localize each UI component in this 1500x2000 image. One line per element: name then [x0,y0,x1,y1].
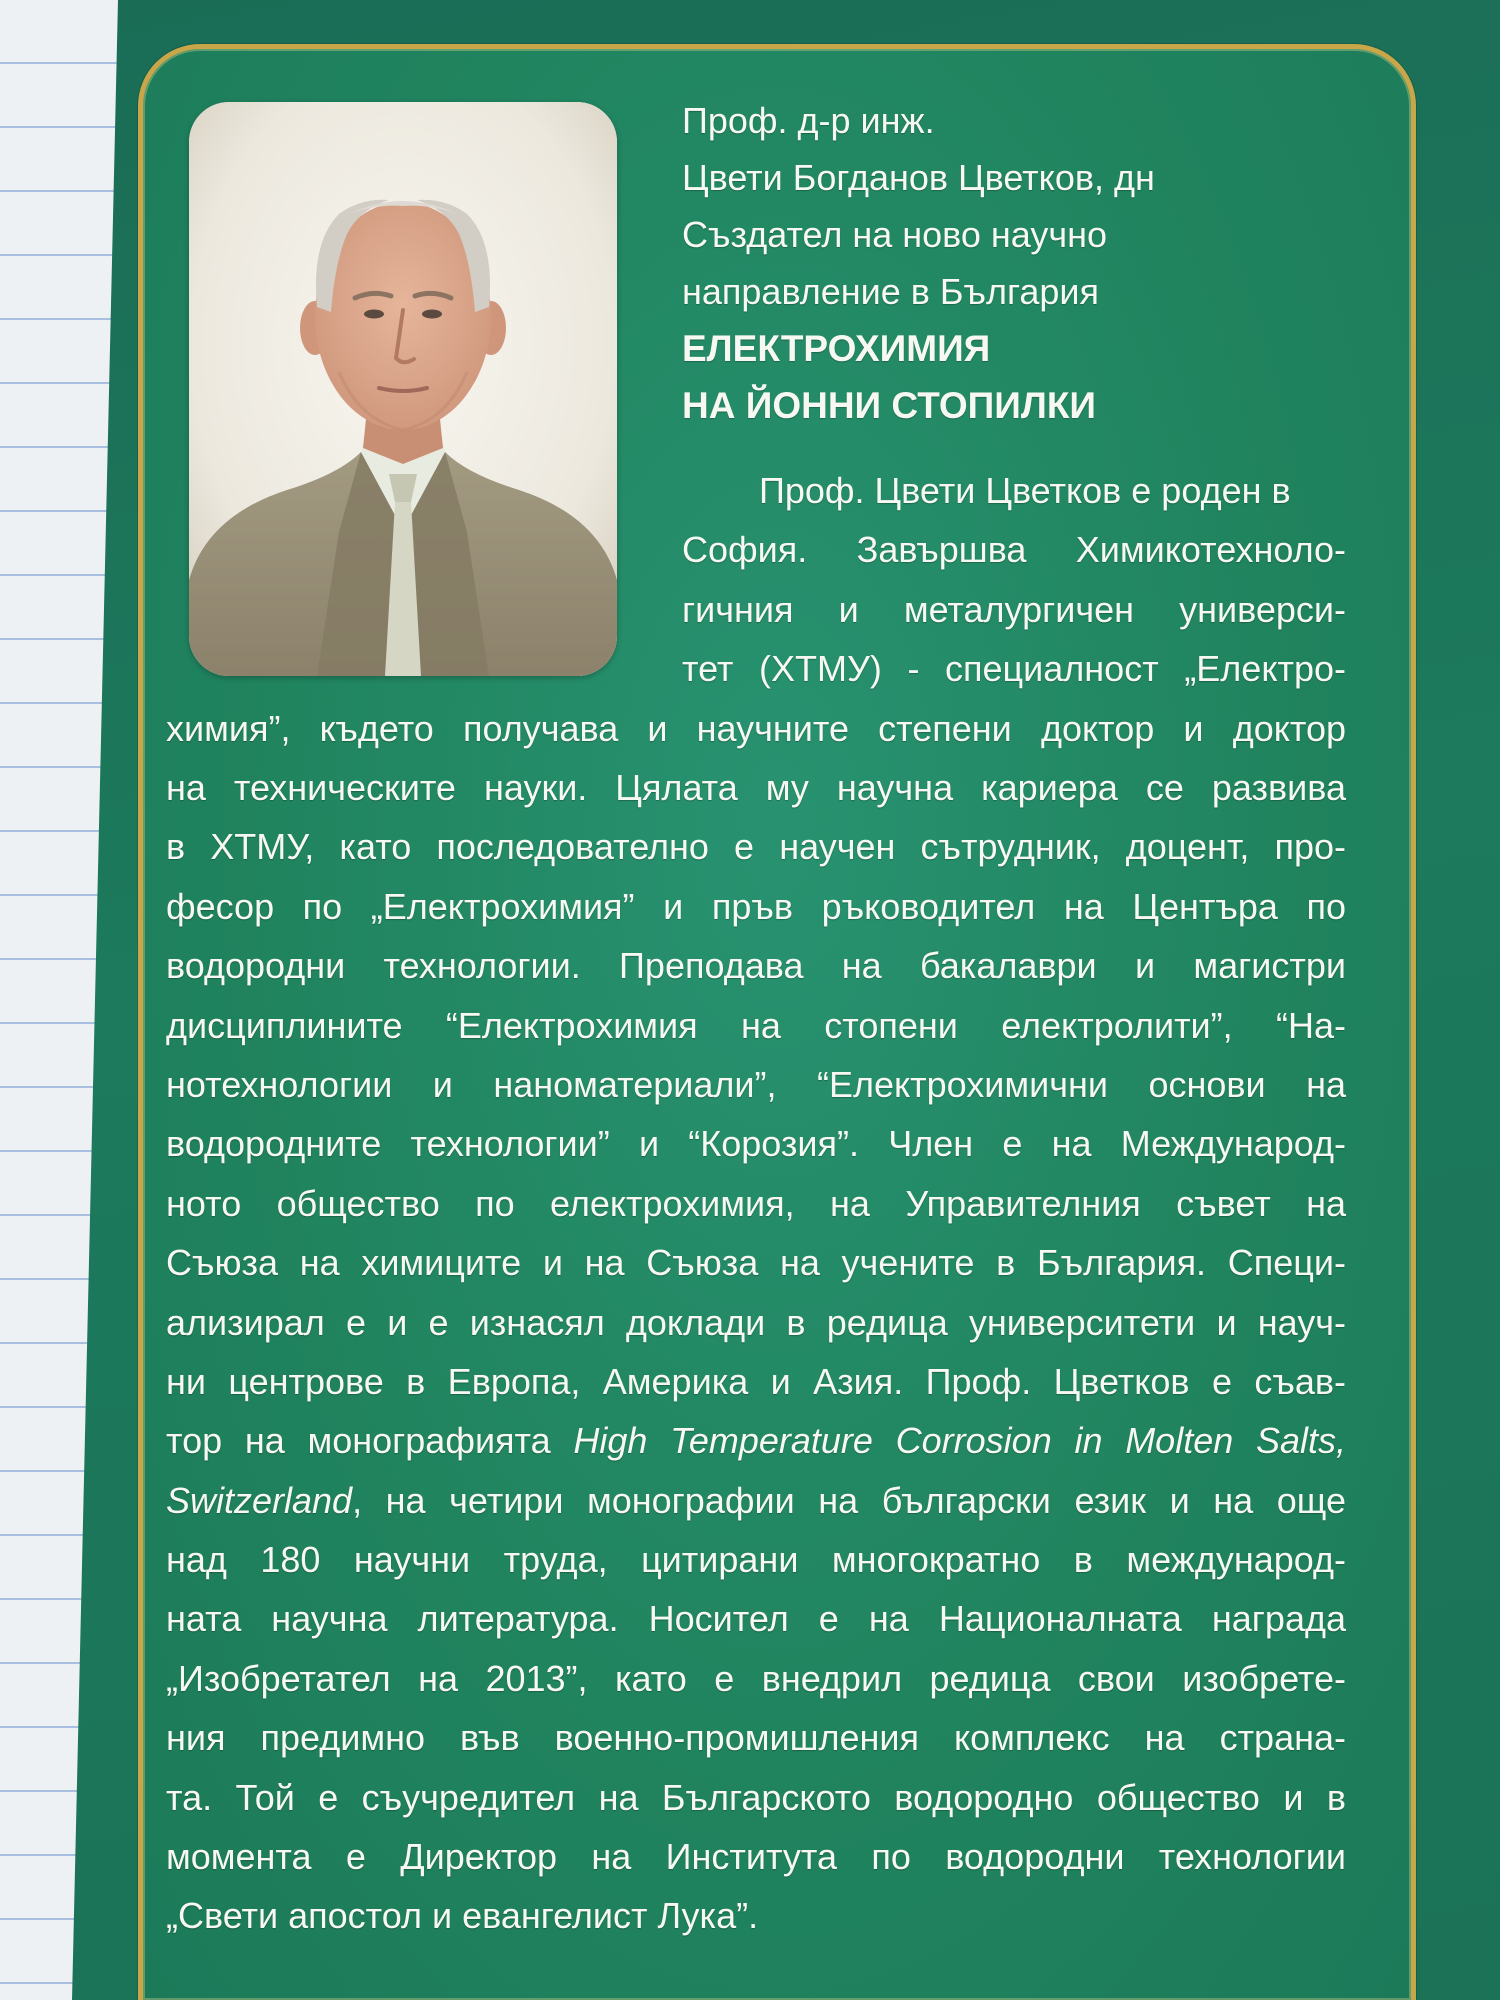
bio-line: над 180 научни труда, цитирани многократно в международ- [166,1539,1346,1581]
bio-line: ното общество по електрохимия, на Управителния съвет на [166,1182,1346,1224]
bio-line: гичния и металургичен универси- [682,588,1346,630]
bio-line: нотехнологии и наноматериали”, “Електрохимични основи на [166,1063,1346,1105]
bio-line: та. Той е съучредител на Българското водородно общество и в [166,1776,1346,1818]
bio-line: ния предимно във военно-промишления комплекс на страна- [166,1717,1346,1759]
bio-line: София. Завършва Химикотехноло- [682,529,1346,571]
biography-paragraph-top [682,461,1346,699]
bio-line: „Изобретател на 2013”, като е внедрил редица свои изобрете- [166,1657,1346,1699]
bio-text: тор на монографията [166,1420,574,1462]
bio-line: фесор по „Електрохимия” и пръв ръководител на Центъра по [166,885,1346,927]
author-heading [682,92,1342,434]
monograph-title: High Temperature Corrosion in Molten Salts, [573,1420,1346,1462]
author-tagline-line: Създател на ново научно [682,214,1108,255]
author-portrait-image [189,102,617,676]
bio-line: ализирал е и е изнасял доклади в редица университети и науч- [166,1301,1346,1343]
author-tagline-line: направление в България [682,271,1100,312]
bio-line: „Свети апостол и евангелист Лука”. [166,1895,759,1937]
author-name: Цвети Богданов Цветков, дн [682,157,1155,198]
bio-line [166,1471,1346,1530]
publisher-location: Switzerland [166,1479,353,1521]
bio-line: в ХТМУ, като последователно е научен сътрудник, доцент, про- [166,826,1346,868]
bio-line: момента е Директор на Института по водородни технологии [166,1836,1346,1878]
author-portrait-photo [189,102,617,676]
bio-line: ни центрове в Европа, Америка и Азия. Проф. Цветков е съав- [166,1360,1346,1402]
bio-line [166,1411,1346,1470]
bio-line: Проф. Цвети Цветков е роден в [759,470,1291,511]
bio-line: Съюза на химиците и на Съюза на учените в България. Специ- [166,1242,1346,1284]
bio-line: тет (ХТМУ) - специалност „Електро- [682,648,1346,690]
bio-line: химия”, където получава и научните степени доктор и доктор [166,707,1346,749]
biography-paragraph [166,699,1346,1946]
field-title-line: ЕЛЕКТРОХИМИЯ [682,328,991,369]
bio-text: , на четири монографии на български език и на още [352,1479,1346,1521]
bio-line: водородните технологии” и “Корозия”. Член е на Международ- [166,1123,1346,1165]
author-title-line: Проф. д-р инж. [682,100,935,141]
field-title-line: НА ЙОННИ СТОПИЛКИ [682,385,1096,426]
bio-line: ната научна литература. Носител е на Националната награда [166,1598,1346,1640]
bio-line: на техническите науки. Цялата му научна кариера се развива [166,766,1346,808]
bio-line: водородни технологии. Преподава на бакалаври и магистри [166,945,1346,987]
bio-line: дисциплините “Електрохимия на стопени електролити”, “На- [166,1004,1346,1046]
